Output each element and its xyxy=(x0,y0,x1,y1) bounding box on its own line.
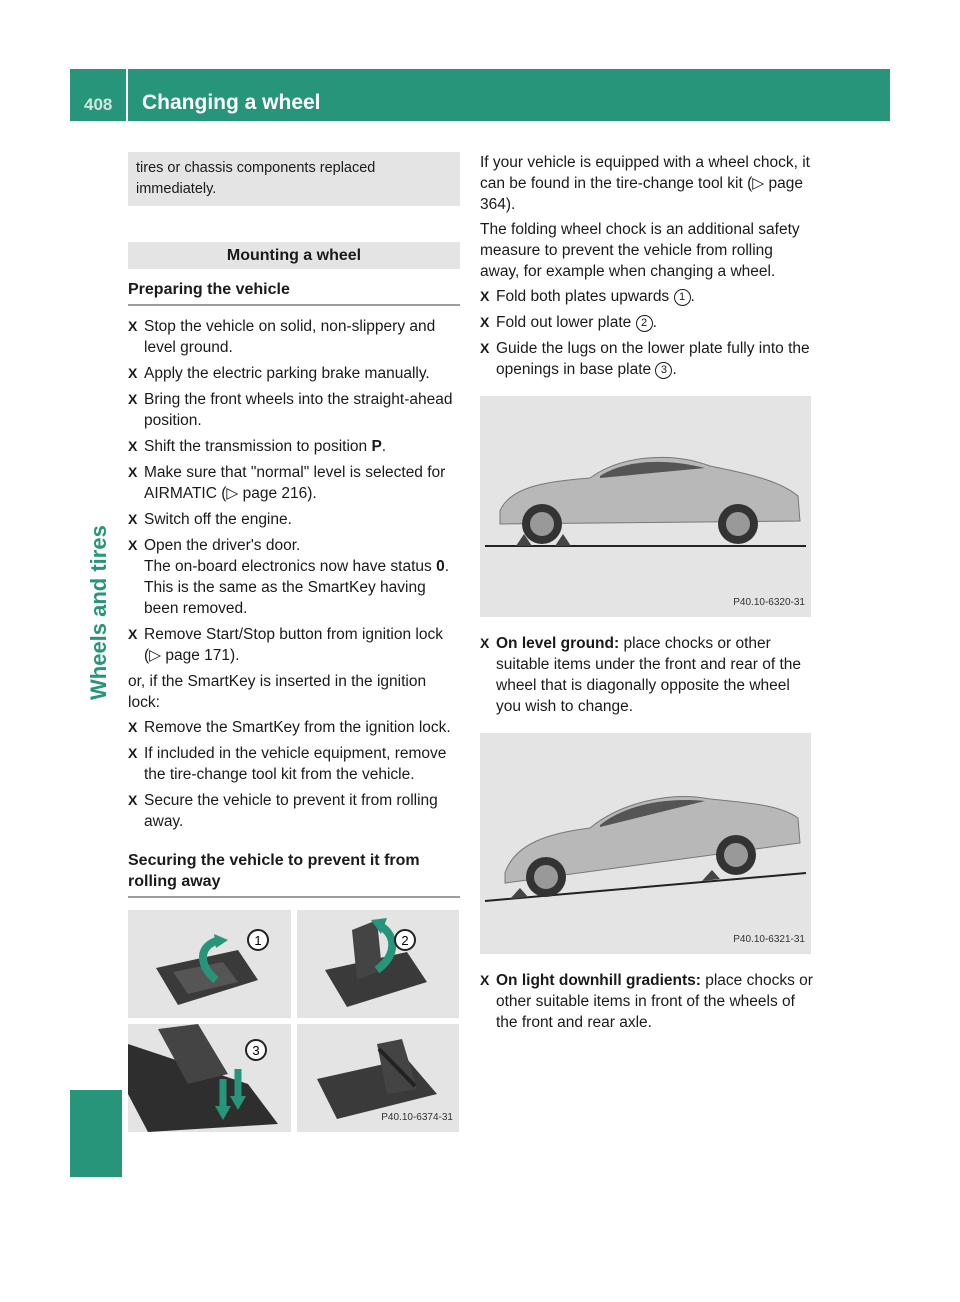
paragraph: If your vehicle is equipped with a wheel chock, it can be found in the tire-change tool kit (▷ page 364). xyxy=(480,154,810,213)
step-marker-icon: X xyxy=(480,314,490,330)
subsection-heading-preparing: Preparing the vehicle xyxy=(128,279,460,306)
page-number: 408 xyxy=(84,95,113,114)
step-item: X Open the driver's door. The on-board electronics now have status 0. This is the same as the SmartKey having been removed. xyxy=(128,537,450,617)
step-item: X Stop the vehicle on solid, non-slippery and level ground. xyxy=(128,318,436,356)
step-marker-icon: X xyxy=(128,719,138,735)
page-reference: Make sure that "normal" level is selected for AIRMATIC (▷ page 216). xyxy=(144,464,446,502)
step-item: X Shift the transmission to position P. xyxy=(128,438,387,455)
step-marker-icon: X xyxy=(128,365,138,381)
figure-code: P40.10-6320-31 xyxy=(733,597,805,608)
step-marker-icon: X xyxy=(128,464,138,480)
subsection-heading-securing: Securing the vehicle to prevent it from rolling away xyxy=(128,850,460,898)
step-item: X Apply the electric parking brake manually. xyxy=(128,365,430,382)
left-column xyxy=(128,152,460,1132)
chock-step-4-image xyxy=(297,1024,460,1132)
step-marker-icon: X xyxy=(480,340,490,356)
chock-step-2-image xyxy=(297,910,460,1018)
wheel-chock-figure xyxy=(128,910,459,1132)
step-item: X Fold both plates upwards 1 . xyxy=(480,288,695,305)
step-item: X Fold out lower plate 2 . xyxy=(480,314,657,331)
step-marker-icon: X xyxy=(480,288,490,304)
step-item: X Remove the SmartKey from the ignition lock. xyxy=(128,719,451,736)
step-item: X Remove Start/Stop button from ignition lock (▷ page 171). xyxy=(128,626,443,664)
step-item: X Bring the front wheels into the straight-ahead position. xyxy=(128,391,453,429)
step-item: X Guide the lugs on the lower plate fully into the openings in base plate 3 . xyxy=(480,340,810,378)
header-divider xyxy=(126,69,128,121)
chock-step-3-image xyxy=(128,1024,291,1132)
step-marker-icon: X xyxy=(128,792,138,808)
step-item: X On level ground: place chocks or other suitable items under the front and rear of the wheel that is diagonally opposite the wheel you wish to change. xyxy=(480,635,802,715)
callout-3: 3 xyxy=(252,1043,260,1058)
circle-number-1: 1 xyxy=(674,289,691,306)
step-marker-icon: X xyxy=(480,972,490,988)
chapter-tab-label: Wheels and tires xyxy=(86,525,111,700)
step-marker-icon: X xyxy=(480,635,490,651)
step-item: X On light downhill gradients: place chocks or other suitable items in front of the wheels of the front and rear axle. xyxy=(480,972,813,1031)
step-marker-icon: X xyxy=(128,318,138,334)
chapter-tab-marker xyxy=(70,1090,122,1177)
paragraph: The folding wheel chock is an additional safety measure to prevent the vehicle from rolling away, for example when changing a wheel. xyxy=(480,221,800,280)
callout-1: 1 xyxy=(254,933,262,948)
step-item: X If included in the vehicle equipment, remove the tire-change tool kit from the vehicle. xyxy=(128,745,447,783)
car-downhill-image xyxy=(480,733,811,954)
page-title: Changing a wheel xyxy=(142,91,321,114)
step-item xyxy=(128,462,460,504)
note-box: tires or chassis components replaced immediately. xyxy=(128,152,460,206)
step-marker-icon: X xyxy=(128,626,138,642)
step-item: X Switch off the engine. xyxy=(128,511,292,528)
step-marker-icon: X xyxy=(128,745,138,761)
step-marker-icon: X xyxy=(128,511,138,527)
car-level-ground-image xyxy=(480,396,811,617)
chock-step-1-image xyxy=(128,910,291,1018)
step-marker-icon: X xyxy=(128,438,138,454)
figure-code: P40.10-6321-31 xyxy=(733,934,805,945)
step-marker-icon: X xyxy=(128,391,138,407)
circle-number-3: 3 xyxy=(655,362,672,379)
step-item: X Secure the vehicle to prevent it from rolling away. xyxy=(128,792,438,830)
circle-number-2: 2 xyxy=(636,315,653,332)
section-heading: Mounting a wheel xyxy=(128,242,460,269)
page-header xyxy=(70,69,890,121)
figure-code: P40.10-6374-31 xyxy=(381,1112,453,1123)
paragraph: or, if the SmartKey is inserted in the ignition lock: xyxy=(128,673,427,711)
step-marker-icon: X xyxy=(128,537,138,553)
callout-2: 2 xyxy=(400,933,409,948)
right-column xyxy=(480,152,813,1038)
